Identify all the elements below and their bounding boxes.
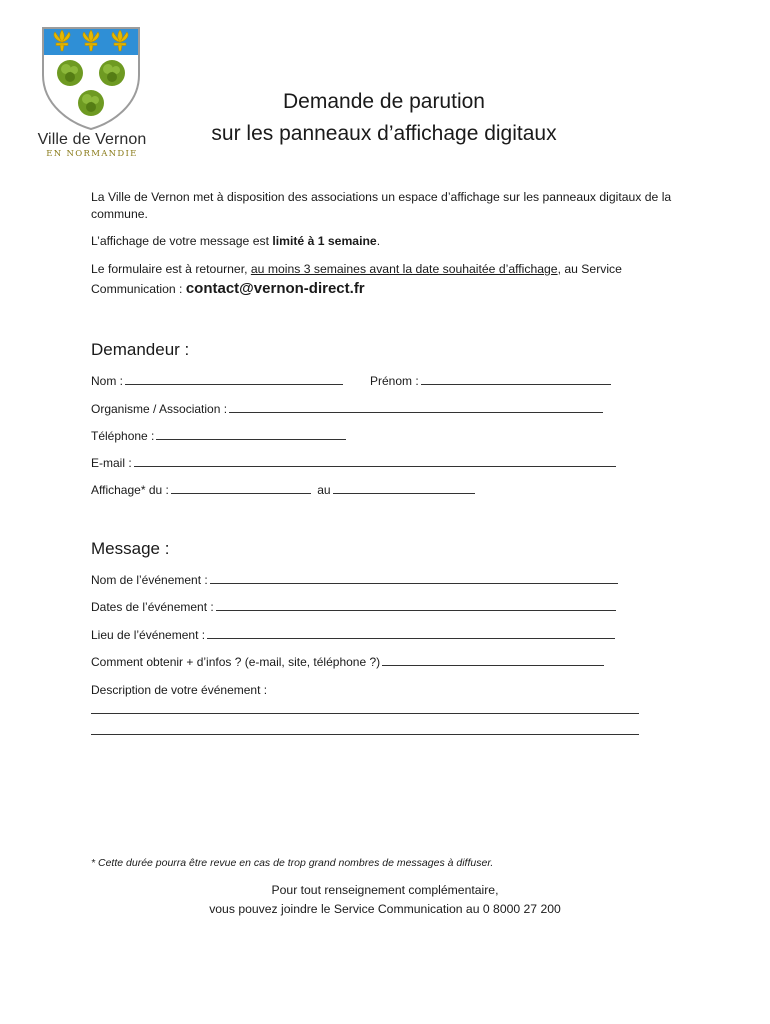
intro-paragraph-3 bbox=[91, 261, 686, 278]
nom-field[interactable] bbox=[91, 374, 343, 388]
affichage-start-input-line[interactable] bbox=[171, 492, 311, 494]
affichage-label: Affichage* du : bbox=[91, 483, 169, 497]
intro-p3-text: Le formulaire est à retourner, bbox=[91, 262, 251, 276]
description-input-line-1[interactable] bbox=[91, 713, 639, 714]
nom-evenement-label: Nom de l’événement : bbox=[91, 573, 208, 587]
lieu-evenement-input-line[interactable] bbox=[207, 637, 615, 639]
intro-p2-text: L’affichage de votre message est bbox=[91, 234, 273, 248]
email-field[interactable] bbox=[91, 456, 616, 470]
infos-label: Comment obtenir + d’infos ? (e-mail, site, téléphone ?) bbox=[91, 655, 381, 669]
telephone-field[interactable] bbox=[91, 429, 346, 443]
organisme-field[interactable] bbox=[91, 402, 603, 416]
email-input-line[interactable] bbox=[134, 465, 616, 467]
infos-input-line[interactable] bbox=[382, 664, 604, 666]
dates-evenement-label: Dates de l’événement : bbox=[91, 600, 214, 614]
intro-paragraph-2 bbox=[91, 233, 686, 250]
prenom-label: Prénom : bbox=[370, 374, 419, 388]
contact-email-link[interactable]: contact@vernon-direct.fr bbox=[185, 280, 365, 297]
intro-paragraph-1: La Ville de Vernon met à disposition des associations un espace d’affichage sur les panneaux digitaux de la commune. bbox=[91, 190, 672, 221]
lieu-evenement-field[interactable] bbox=[91, 628, 615, 642]
nom-label: Nom : bbox=[91, 374, 124, 388]
nom-evenement-field[interactable] bbox=[91, 573, 618, 587]
lieu-evenement-label: Lieu de l’événement : bbox=[91, 628, 206, 642]
organisme-input-line[interactable] bbox=[229, 411, 603, 413]
intro-p3-end: , au Service bbox=[557, 262, 622, 276]
telephone-input-line[interactable] bbox=[156, 438, 346, 440]
logo-city-name: Ville de Vernon bbox=[37, 131, 147, 148]
description-label: Description de votre événement : bbox=[91, 683, 268, 697]
infos-field[interactable] bbox=[91, 655, 604, 669]
intro-p2-end: . bbox=[376, 234, 381, 248]
nom-input-line[interactable] bbox=[125, 383, 343, 385]
dates-evenement-input-line[interactable] bbox=[216, 609, 616, 611]
footnote: * Cette durée pourra être revue en cas de trop grand nombres de messages à diffuser. bbox=[91, 857, 494, 869]
message-heading: Message : bbox=[91, 539, 170, 558]
logo-region-name: EN NORMANDIE bbox=[46, 149, 138, 159]
demandeur-heading: Demandeur : bbox=[91, 340, 190, 359]
nom-evenement-input-line[interactable] bbox=[210, 582, 618, 584]
affichage-au-label: au bbox=[317, 483, 331, 497]
organisme-label: Organisme / Association : bbox=[91, 402, 228, 416]
page-title-line-1: Demande de parution bbox=[283, 90, 485, 113]
intro-p3-underlined: au moins 3 semaines avant la date souhaitée d’affichage bbox=[250, 262, 558, 276]
dates-evenement-field[interactable] bbox=[91, 600, 616, 614]
description-input-line-2[interactable] bbox=[91, 734, 639, 735]
footer-line-2: vous pouvez joindre le Service Communication au 0 8000 27 200 bbox=[209, 902, 561, 916]
footer-line-1: Pour tout renseignement complémentaire, bbox=[271, 883, 499, 897]
prenom-field[interactable] bbox=[370, 374, 611, 388]
intro-p4-text: Communication : bbox=[91, 282, 186, 296]
telephone-label: Téléphone : bbox=[91, 429, 155, 443]
city-coat-of-arms-logo bbox=[40, 25, 142, 131]
page-title-line-2: sur les panneaux d’affichage digitaux bbox=[211, 122, 557, 145]
email-label: E-mail : bbox=[91, 456, 132, 470]
intro-paragraph-4 bbox=[91, 280, 686, 298]
intro-p2-bold: limité à 1 semaine bbox=[272, 234, 377, 248]
prenom-input-line[interactable] bbox=[421, 383, 611, 385]
affichage-dates-field[interactable] bbox=[91, 483, 475, 497]
affichage-end-input-line[interactable] bbox=[333, 492, 475, 494]
